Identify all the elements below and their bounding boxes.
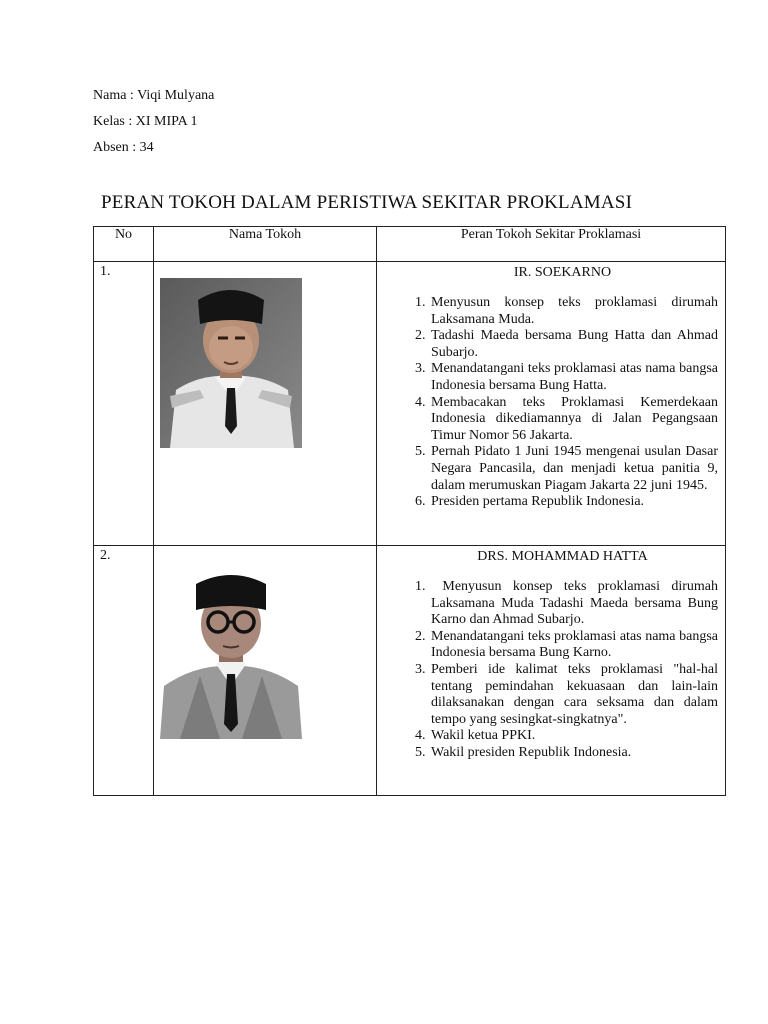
- header-nama-tokoh: Nama Tokoh: [154, 227, 377, 262]
- figure-name-soekarno: IR. SOEKARNO: [513, 265, 612, 280]
- figure-name-hatta: DRS. MOHAMMAD HATTA: [477, 549, 648, 564]
- list-item: 1. Menyusun konsep teks proklamasi dirumah Laksamana Muda.: [429, 295, 718, 328]
- list-item: 5. Wakil presiden Republik Indonesia.: [429, 745, 718, 762]
- roles-table: [93, 226, 726, 796]
- table-header-row: [94, 227, 726, 262]
- list-item: 3. Pemberi ide kalimat teks proklamasi "hal-hal tentang pemindahan kekuasaan dan lain-lain dilaksanakan dengan cara seksama dan dalam tempo yang sesingkat-singkatnya".: [429, 662, 718, 728]
- table-row: [94, 546, 726, 796]
- student-class: Kelas : XI MIPA 1: [93, 114, 198, 129]
- roles-list-hatta: [377, 579, 722, 762]
- photo-cell: [154, 546, 377, 796]
- student-absen: Absen : 34: [93, 140, 154, 155]
- header-peran: Peran Tokoh Sekitar Proklamasi: [377, 227, 726, 262]
- portrait-hatta-photo: [160, 546, 302, 739]
- student-name: Nama : Viqi Mulyana: [93, 88, 215, 103]
- document-title: PERAN TOKOH DALAM PERISTIWA SEKITAR PROKLAMASI: [101, 192, 633, 213]
- list-item: 6. Presiden pertama Republik Indonesia.: [429, 494, 718, 511]
- list-item: 3. Menandatangani teks proklamasi atas nama bangsa Indonesia bersama Bung Hatta.: [429, 361, 718, 394]
- list-item: 4. Membacakan teks Proklamasi Kemerdekaan Indonesia dikediamannya di Jalan Pegangsaan Timur Nomor 56 Jakarta.: [429, 395, 718, 445]
- list-item: 4. Wakil ketua PPKI.: [429, 728, 718, 745]
- header-no: No: [94, 227, 154, 262]
- photo-cell: [154, 262, 377, 546]
- roles-cell: [377, 546, 726, 796]
- row-number: 1.: [94, 262, 154, 546]
- list-item: 1. Menyusun konsep teks proklamasi dirumah Laksamana Muda Tadashi Maeda bersama Bung Karno dan Ahmad Subarjo.: [429, 579, 718, 629]
- list-item: 5. Pernah Pidato 1 Juni 1945 mengenai usulan Dasar Negara Pancasila, dan menjadi ketua panitia 9, dalam merumuskan Piagam Jakarta 22 juni 1945.: [429, 444, 718, 494]
- roles-list-soekarno: [377, 295, 718, 511]
- roles-cell: [377, 262, 726, 546]
- row-number: 2.: [94, 546, 154, 796]
- list-item: 2. Menandatangani teks proklamasi atas nama bangsa Indonesia bersama Bung Karno.: [429, 629, 718, 662]
- portrait-soekarno-photo: [160, 278, 302, 448]
- list-item: 2. Tadashi Maeda bersama Bung Hatta dan Ahmad Subarjo.: [429, 328, 718, 361]
- table-row: [94, 262, 726, 546]
